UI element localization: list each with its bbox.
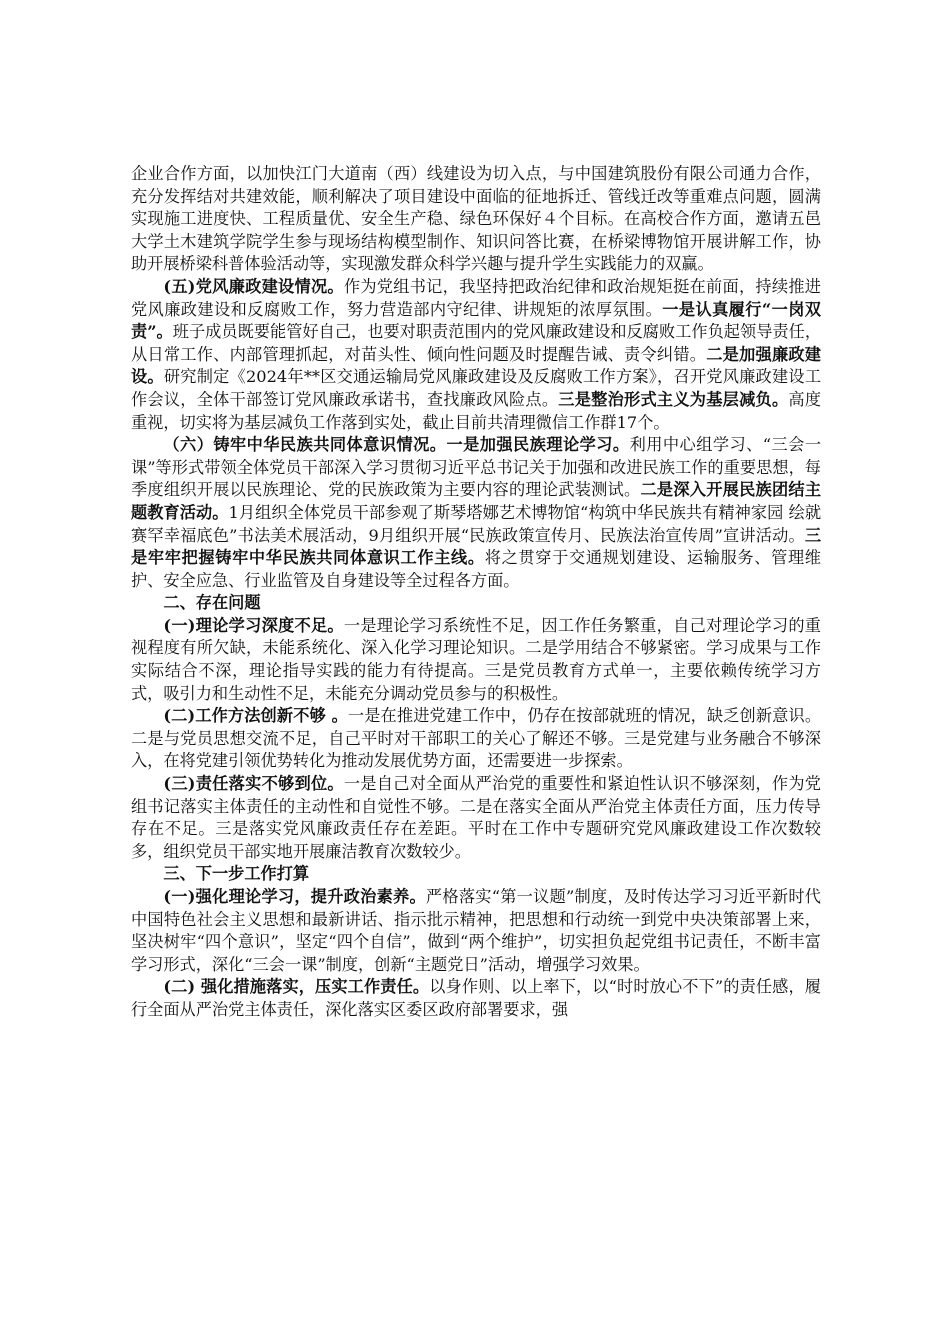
heading-strengthen-theory: (一)强化理论学习，提升政治素养。	[163, 887, 426, 906]
bold-point: 一是认真履行“一岗双责”。	[131, 299, 821, 342]
heading-party-conduct: (五)党风廉政建设情况。	[163, 276, 344, 296]
paragraph-responsibility	[131, 773, 821, 863]
paragraph-strengthen-measures	[131, 976, 821, 1021]
paragraph-work-methods	[131, 705, 821, 773]
text-span: 一是自己对全面从严治党的重要性和紧迫性认识不够深刻，作为党组书记落实主体责任的主动性和自觉性不够。二是在落实全面从严治党主体责任方面，压力传导存在不足。三是落实党风廉政责任存在差距。平时在工作中专题研究党风廉政建设工作次数较多，组织党员干部实地开展廉洁教育次数较少。	[131, 774, 821, 861]
bold-point: 三是整治形式主义为基层减负。	[558, 389, 789, 409]
heading-responsibility: (三)责任落实不够到位。	[163, 774, 344, 794]
bold-point: 二是加强廉政建设。	[131, 344, 821, 387]
paragraph-enterprise-cooperation: 企业合作方面，以加快江门大道南（西）线建设为切入点，与中国建筑股份有限公司通力合作，充分发挥结对共建效能，顺利解决了项目建设中面临的征地拆迁、管线迁改等重难点问题，圆满实现施工进度快、工程质量优、安全生产稳、绿色环保好４个目标。在高校合作方面，邀请五邑大学土木建筑学院学生参与现场结构模型制作、知识问答比赛，在桥梁博物馆开展讲解工作，协助开展桥梁科普体验活动等，实现激发群众科学兴趣与提升学生实践能力的双赢。	[131, 164, 821, 274]
text-span: 一是在推进党建工作中，仍存在按部就班的情况，缺乏创新意识。二是与党员思想交流不足，自己平时对干部职工的关心了解还不够。三是党建与业务融合不够深入，在将党建引领优势转化为推动发展优势方面，还需要进一步探索。	[131, 706, 822, 771]
paragraph-party-conduct	[131, 276, 821, 434]
text-span: 作为党组书记，我坚持把政治纪律和政治规矩挺在前面，持续推进党风廉政建设和反腐败工作，努力营造部内守纪律、讲规矩的浓厚氛围。	[131, 276, 821, 319]
heading-theory-study: (一)理论学习深度不足。	[163, 615, 344, 635]
text-span: 班子成员既要能管好自己，也要对职责范围内的党风廉政建设和反腐败工作负起领导责任，从日常工作、内部管理抓起，对苗头性、倾向性问题及时提醒告诫、责令纠错。	[131, 322, 822, 364]
text-span: 一是理论学习系统性不足，因工作任务繁重，自己对理论学习的重视程度有所欠缺，未能系统化、深入化学习理论知识。二是学用结合不够紧密。学习成果与工作实际结合不深，理论指导实践的能力有待提高。三是党员教育方式单一，主要依赖传统学习方式，吸引力和生动性不足，未能充分调动党员参与的积极性。	[131, 615, 821, 703]
heading-work-methods: (二)工作方法创新不够 。	[163, 706, 348, 726]
text-span: 1月组织全体党员干部参观了斯琴塔娜艺术博物馆“构筑中华民族共有精神家园 绘就赛罕幸福底色”书法美术展活动，9月组织开展“民族政策宣传月、民族法治宣传周”宣讲活动。	[131, 502, 822, 545]
section-title-next-steps: 三、下一步工作打算	[163, 864, 310, 884]
document-page	[131, 163, 821, 1022]
paragraph-strengthen-theory	[131, 886, 821, 976]
section-title-problems: 二、存在问题	[163, 593, 261, 613]
text-span: 以身作则、以上率下，以“时时放心不下”的责任感，履行全面从严治党主体责任，深化落实区委区政府部署要求，强	[131, 977, 821, 1019]
heading-national-unity: （六）铸牢中华民族共同体意识情况。	[163, 435, 447, 455]
paragraph-theory-study	[131, 615, 821, 705]
bold-point: 二是深入开展民族团结主题教育活动。	[131, 480, 822, 522]
text-span: 将之贯穿于交通规划建设、运输服务、管理维护、安全应急、行业监管及自身建设等全过程各方面。	[131, 548, 821, 590]
heading-strengthen-measures: (二) 强化措施落实，压实工作责任。	[163, 977, 430, 997]
bold-point: 三是牢牢把握铸牢中华民族共同体意识工作主线。	[131, 525, 821, 568]
text-span: 利用中心组学习、“三会一课”等形式带领全体党员干部深入学习贯彻习近平总书记关于加强和改进民族工作的重要思想，每季度组织开展以民族理论、党的民族政策为主要内容的理论武装测试。	[131, 435, 822, 500]
paragraph-national-unity	[131, 434, 821, 592]
text-span: 严格落实“第一议题”制度，及时传达学习习近平新时代中国特色社会主义思想和最新讲话、指示批示精神，把思想和行动统一到党中央决策部署上来，坚决树牢“四个意识”，坚定“四个自信”，做到“两个维护”，切实担负起党组书记责任，不断丰富学习形式，深化“三会一课”制度，创新“主题党日”活动，增强学习效果。	[131, 887, 821, 974]
text-span: 高度重视，切实将为基层减负工作落到实处，截止目前共清理微信工作群17个。	[131, 389, 822, 432]
text-span: 研究制定《2024年**区交通运输局党风廉政建设及反腐败工作方案》，召开党风廉政建设工作会议，全体干部签订党风廉政承诺书，查找廉政风险点。	[131, 367, 822, 409]
bold-point: 一是加强民族理论学习。	[446, 435, 630, 455]
